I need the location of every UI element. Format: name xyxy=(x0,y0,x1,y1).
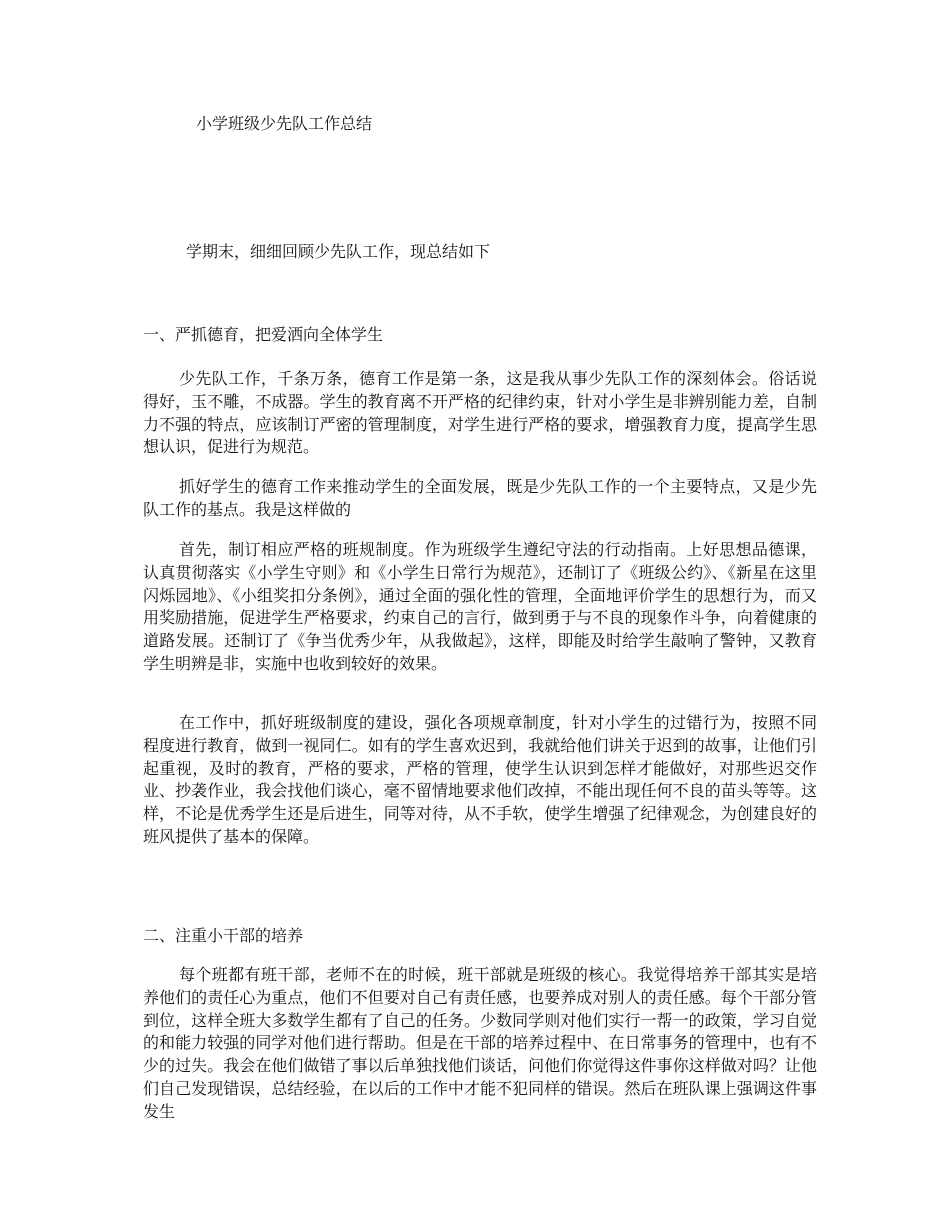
section-1-heading: 一、严抓德育，把爱洒向全体学生 xyxy=(143,325,384,344)
section-1-paragraph-2: 抓好学生的德育工作来推动学生的全面发展，既是少先队工作的一个主要特点，又是少先队工作的基点。我是这样做的 xyxy=(143,477,817,519)
document-title: 小学班级少先队工作总结 xyxy=(196,114,373,133)
section-1-paragraph-1: 少先队工作，千条万条，德育工作是第一条，这是我从事少先队工作的深刻体会。俗话说得好，玉不雕，不成器。学生的教育离不开严格的纪律约束，针对小学生是非辨别能力差，自制力不强的特点，应该制订严密的管理制度，对学生进行严格的要求，增强教育力度，提高学生思想认识，促进行为规范。 xyxy=(143,369,817,457)
intro-line: 学期末，细细回顾少先队工作，现总结如下 xyxy=(186,242,491,261)
section-2-paragraph-1: 每个班都有班干部，老师不在的时候，班干部就是班级的核心。我觉得培养干部其实是培养他们的责任心为重点，他们不但要对自己有责任感，也要养成对别人的责任感。每个干部分管到位，这样全班大多数学生都有了自己的任务。少数同学则对他们实行一帮一的政策，学习自觉的和能力较强的同学对他们进行帮助。但是在干部的培养过程中、在日常事务的管理中，也有不少的过失。我会在他们做错了事以后单独找他们谈话，问他们你觉得这件事你这样做对吗？让他们自己发现错误，总结经验，在以后的工作中才能不犯同样的错误。然后在班队课上强调这件事发生 xyxy=(143,965,817,1121)
section-1-paragraph-3: 首先，制订相应严格的班规制度。作为班级学生遵纪守法的行动指南。上好思想品德课，认真贯彻落实《小学生守则》和《小学生日常行为规范》，还制订了《班级公约》、《新星在这里闪烁园地》、《小组奖扣分条例》，通过全面的强化性的管理，全面地评价学生的思想行为，而又用奖励措施，促进学生严格要求，约束自己的言行，做到勇于与不良的现象作斗争，向着健康的道路发展。还制订了《争当优秀少年，从我做起》，这样，即能及时给学生敲响了警钟，又教育学生明辨是非，实施中也收到较好的效果。 xyxy=(143,540,817,673)
section-1-paragraph-4: 在工作中，抓好班级制度的建设，强化各项规章制度，针对小学生的过错行为，按照不同程度进行教育，做到一视同仁。如有的学生喜欢迟到，我就给他们讲关于迟到的故事，让他们引起重视，及时的教育，严格的要求，严格的管理，使学生认识到怎样才能做好，对那些迟交作业、抄袭作业，我会找他们谈心，毫不留情地要求他们改掉，不能出现任何不良的苗头等等。这样，不论是优秀学生还是后进生，同等对待，从不手软，使学生增强了纪律观念，为创建良好的班风提供了基本的保障。 xyxy=(143,713,817,846)
section-2-heading: 二、注重小干部的培养 xyxy=(143,926,304,945)
